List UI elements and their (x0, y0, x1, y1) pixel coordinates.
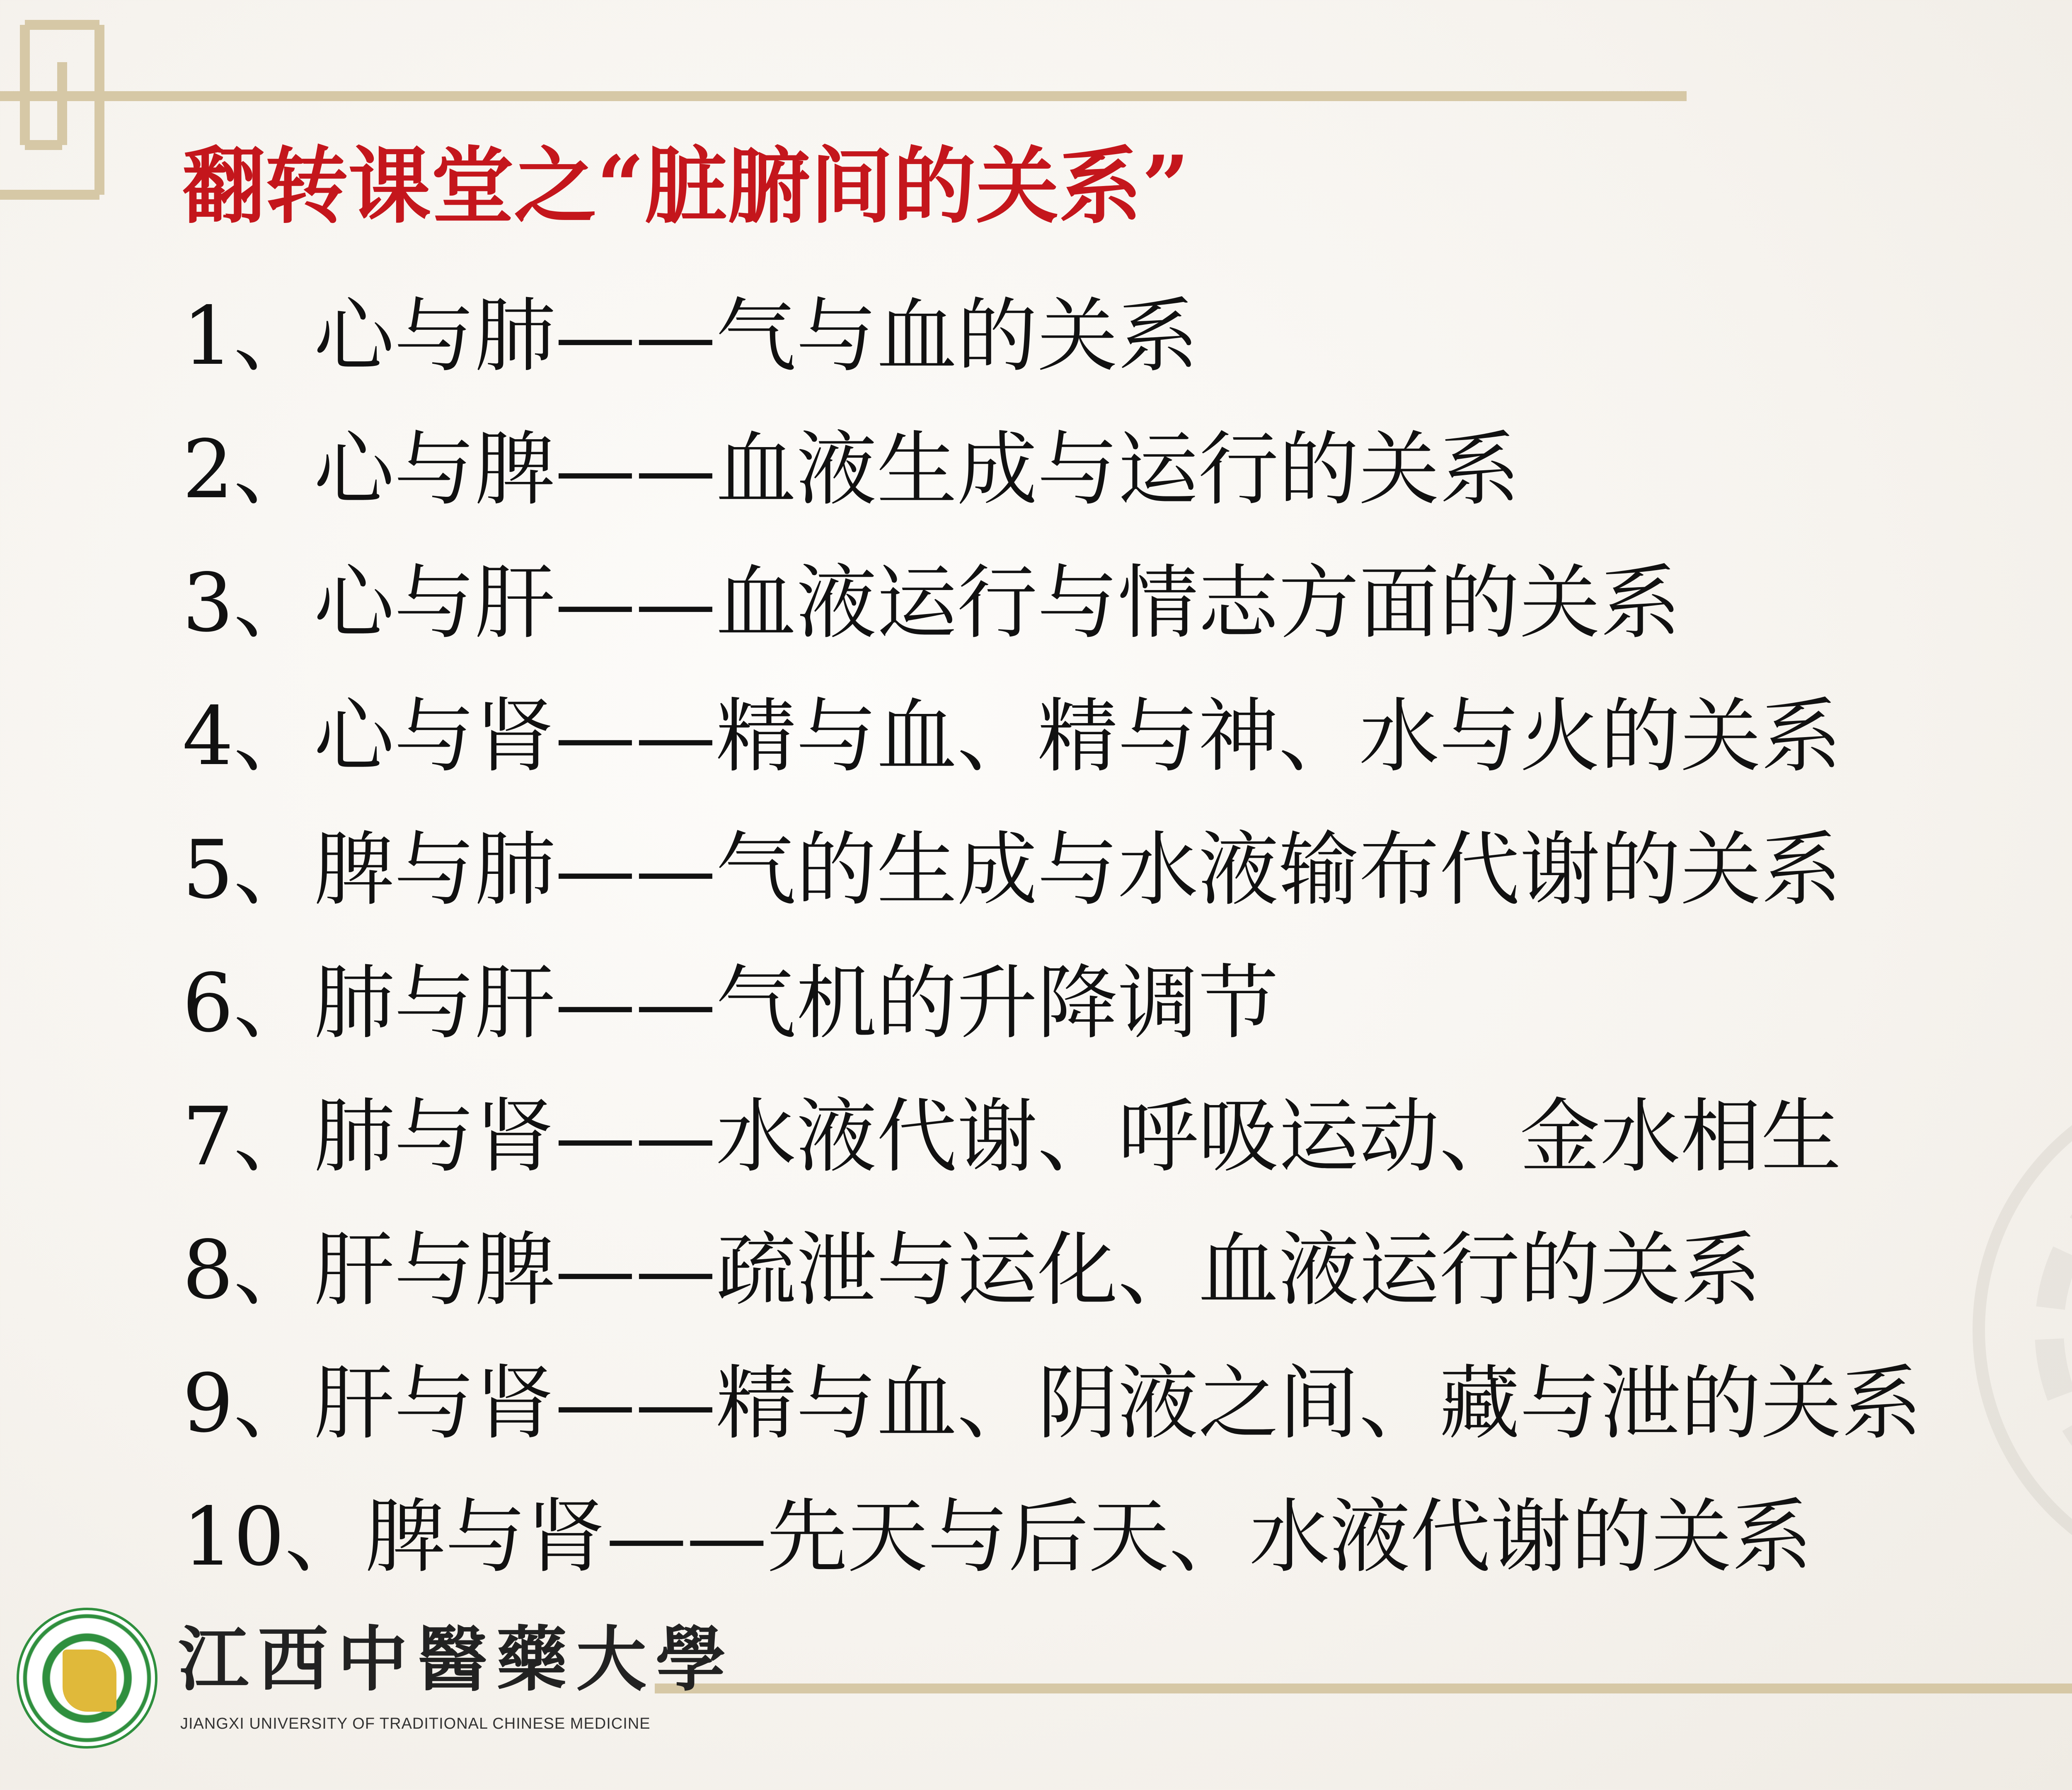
list-item: 1、心与肺——气与血的关系 (182, 289, 1198, 383)
university-logo (17, 1608, 736, 1765)
list-item: 2、心与脾——血液生成与运行的关系 (182, 423, 1520, 516)
relationship-list (182, 269, 1922, 1604)
list-item: 8、肝与脾——疏泄与运化、血液运行的关系 (182, 1223, 1761, 1317)
list-item: 6、肺与肝——气机的升降调节 (182, 956, 1279, 1050)
list-item: 3、心与肝——血液运行与情志方面的关系 (182, 556, 1681, 650)
list-item: 5、脾与肺——气的生成与水液输布代谢的关系 (182, 823, 1842, 917)
university-english-name: JIANGXI UNIVERSITY OF TRADITIONAL CHINESE MEDICINE (180, 1715, 651, 1732)
list-item: 7、肺与肾——水液代谢、呼吸运动、金水相生 (182, 1090, 1842, 1183)
university-name: 江西中醫藥大學 (178, 1618, 736, 1701)
list-item: 4、心与肾——精与血、精与神、水与火的关系 (182, 689, 1842, 783)
university-emblem-icon (17, 1608, 157, 1749)
list-item: 10、脾与肾——先天与后天、水液代谢的关系 (182, 1490, 1812, 1584)
list-item: 9、肝与肾——精与血、阴液之间、藏与泄的关系 (182, 1357, 1922, 1450)
slide-title: 翻转课堂之“脏腑间的关系” (182, 138, 1190, 235)
